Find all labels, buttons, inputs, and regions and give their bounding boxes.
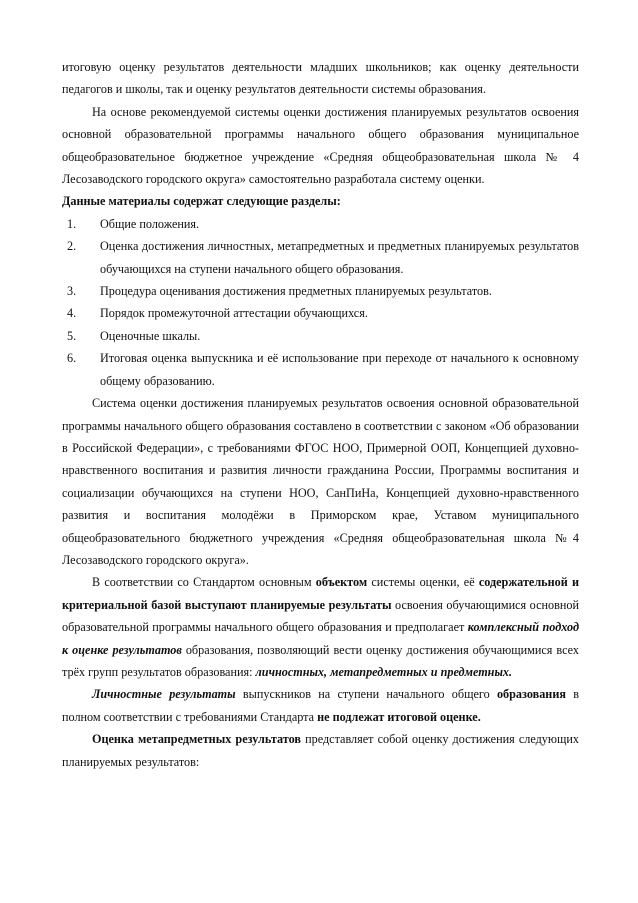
- meta-results-paragraph: Оценка метапредметных результатов представляет собой оценку достижения следующих планируемых результатов:: [62, 732, 579, 769]
- system-paragraph: Система оценки достижения планируемых результатов освоения основной образовательной программы начального общего образования составлено в соответствии с законом «Об образовании в Российской Федерации», с требованиями ФГОС НОО, Примерной ООП, Концепцией духовно-нравственного воспитания и развития личности гражданина России, Программы воспитания и социализации обучающихся на ступени НОО, СанПиНа, Концепцией духовно-нравственного развития и воспитания молодёжи в Приморском крае, Уставом муниципального общеобразовательного бюджетного учреждения «Средняя общеобразовательная школа №4 Лесозаводского городского округа».: [62, 396, 579, 567]
- section-item-1: 1. Общие положения.: [67, 216, 200, 231]
- sections-list: [62, 213, 579, 392]
- section-item-2: 2. Оценка достижения личностных, метапредметных и предметных планируемых результатов обучающихся на ступени начального общего образования.: [67, 239, 579, 276]
- document-page: [62, 56, 579, 773]
- personal-results-paragraph: Личностные результаты выпускников на ступени начального общего образования в полном соответствии с требованиями Стандарта не подлежат итоговой оценке.: [62, 687, 579, 724]
- intro-paragraph-2: На основе рекомендуемой системы оценки достижения планируемых результатов освоения основной образовательной программы начального общего образования муниципальное общеобразовательное бюджетное учреждение «Средняя общеобразовательная школа № 4 Лесозаводского городского округа» самостоятельно разработала систему оценки.: [62, 104, 579, 187]
- section-item-4: 4. Порядок промежуточной аттестации обучающихся.: [67, 306, 368, 321]
- section-item-3: 3. Процедура оценивания достижения предметных планируемых результатов.: [67, 284, 492, 299]
- standard-paragraph: В соответствии со Стандартом основным объектом системы оценки, её содержательной и критериальной базой выступают планируемые результаты освоения обучающимися основной образовательной программы начального общего образования и предполагает комплексный подход к оценке результатов образования, позволяющий вести оценку достижения обучающимися всех трёх групп результатов образования: личностных, метапредметных и предметных.: [62, 575, 580, 679]
- intro-line-2: педагогов и школы, так и оценку результатов деятельности системы образования.: [62, 82, 486, 97]
- intro-line-1: итоговую оценку результатов деятельности младших школьников; как оценку деятельности: [62, 60, 579, 74]
- section-item-5: 5. Оценочные шкалы.: [67, 328, 201, 343]
- sections-heading: Данные материалы содержат следующие разделы:: [62, 194, 341, 209]
- section-item-6: 6. Итоговая оценка выпускника и её использование при переходе от начального к основному общему образованию.: [67, 351, 579, 388]
